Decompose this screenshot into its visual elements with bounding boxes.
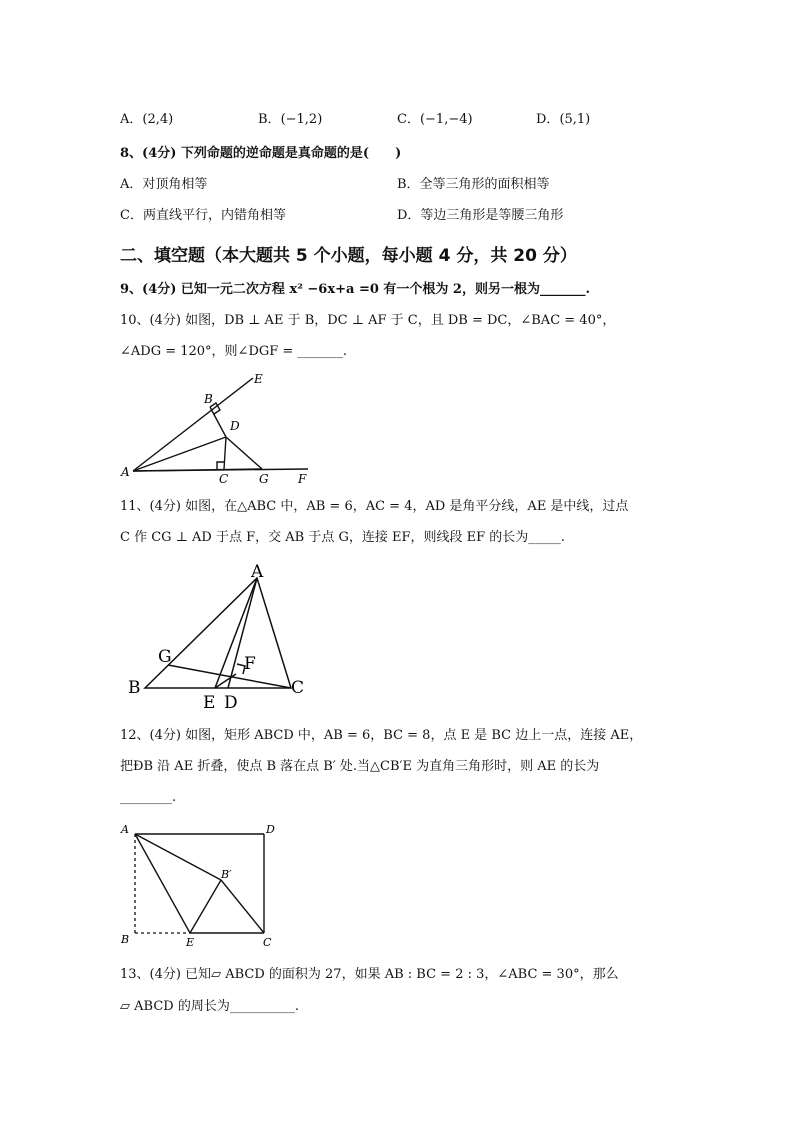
q12-label-c: C bbox=[263, 936, 272, 949]
q8-option-b: B．全等三角形的面积相等 bbox=[397, 177, 550, 192]
q7-option-a-label: A． bbox=[120, 112, 143, 127]
q10-label-a: A bbox=[121, 465, 130, 479]
section-heading: 二、填空题（本大题共 5 个小题，每小题 4 分，共 20 分） bbox=[120, 246, 577, 266]
q10-line1: 10、(4分) 如图，DB ⊥ AE 于 B，DC ⊥ AF 于 C，且 DB = DC，∠BAC = 40°， bbox=[120, 313, 616, 328]
q13-line2: ▱ ABCD 的周长为__________. bbox=[120, 999, 299, 1014]
q7-option-b bbox=[258, 108, 322, 127]
q12-label-e: E bbox=[186, 936, 195, 949]
q11-label-c: C bbox=[291, 678, 305, 698]
q7-option-d bbox=[536, 108, 590, 127]
q7-option-b-label: B． bbox=[258, 112, 281, 127]
q10-label-f: F bbox=[298, 472, 307, 486]
q10-label-e: E bbox=[254, 372, 263, 386]
q7-option-a-value: (2,4) bbox=[142, 112, 174, 127]
q8-option-d: D．等边三角形是等腰三角形 bbox=[397, 208, 564, 223]
q10-figure bbox=[115, 370, 325, 490]
q7-option-c bbox=[397, 108, 473, 127]
q11-line1: 11、(4分) 如图，在△ABC 中，AB = 6，AC = 4，AD 是角平分线，AE 是中线，过点 bbox=[120, 499, 629, 514]
q11-label-b: B bbox=[128, 678, 141, 698]
q10-label-g: G bbox=[259, 472, 269, 486]
q7-option-d-label: D． bbox=[536, 112, 560, 127]
q12-figure bbox=[115, 818, 285, 953]
q11-label-e: E bbox=[203, 693, 216, 713]
q8-option-a: A．对顶角相等 bbox=[120, 177, 208, 192]
q12-line2: 把ÐB 沿 AE 折叠，使点 B 落在点 B′ 处.当△CB′E 为直角三角形时，则 AE 的长为 bbox=[120, 759, 600, 774]
q7-option-d-value: (5,1) bbox=[559, 112, 591, 127]
q7-option-a bbox=[120, 108, 173, 127]
q13-line1: 13、(4分) 已知▱ ABCD 的面积为 27，如果 AB : BC = 2 : 3，∠ABC = 30°，那么 bbox=[120, 967, 619, 982]
q11-figure bbox=[120, 558, 320, 713]
q12-label-d: D bbox=[266, 823, 275, 836]
q9-text: 9、(4分) 已知一元二次方程 x² −6x+a =0 有一个根为 2，则另一根为_______. bbox=[120, 282, 591, 297]
q11-label-g: G bbox=[158, 647, 172, 667]
q11-label-a: A bbox=[251, 562, 264, 582]
q7-option-c-value: (−1,−4) bbox=[419, 112, 473, 127]
q12-line1: 12、(4分) 如图，矩形 ABCD 中，AB = 6，BC = 8，点 E 是 BC 边上一点，连接 AE， bbox=[120, 728, 643, 743]
q8-stem: 8、(4分) 下列命题的逆命题是真命题的是( ) bbox=[120, 146, 402, 161]
q10-line2: ∠ADG = 120°，则∠DGF = _______. bbox=[120, 344, 348, 359]
q11-label-f: F bbox=[244, 654, 256, 674]
q12-label-a: A bbox=[121, 823, 129, 836]
q11-label-d: D bbox=[224, 693, 238, 713]
q7-option-c-label: C． bbox=[397, 112, 420, 127]
q12-label-bprime: B′ bbox=[221, 868, 232, 881]
q8-option-c: C．两直线平行，内错角相等 bbox=[120, 208, 286, 223]
q10-label-c: C bbox=[219, 472, 229, 486]
q12-line3: ________. bbox=[120, 790, 177, 805]
q7-option-b-value: (−1,2) bbox=[280, 112, 323, 127]
q10-label-d: D bbox=[230, 419, 240, 433]
q11-line2: C 作 CG ⊥ AD 于点 F，交 AB 于点 G，连接 EF，则线段 EF 的长为_____. bbox=[120, 530, 565, 545]
q10-label-b: B bbox=[204, 392, 213, 406]
q12-label-b: B bbox=[121, 933, 130, 946]
